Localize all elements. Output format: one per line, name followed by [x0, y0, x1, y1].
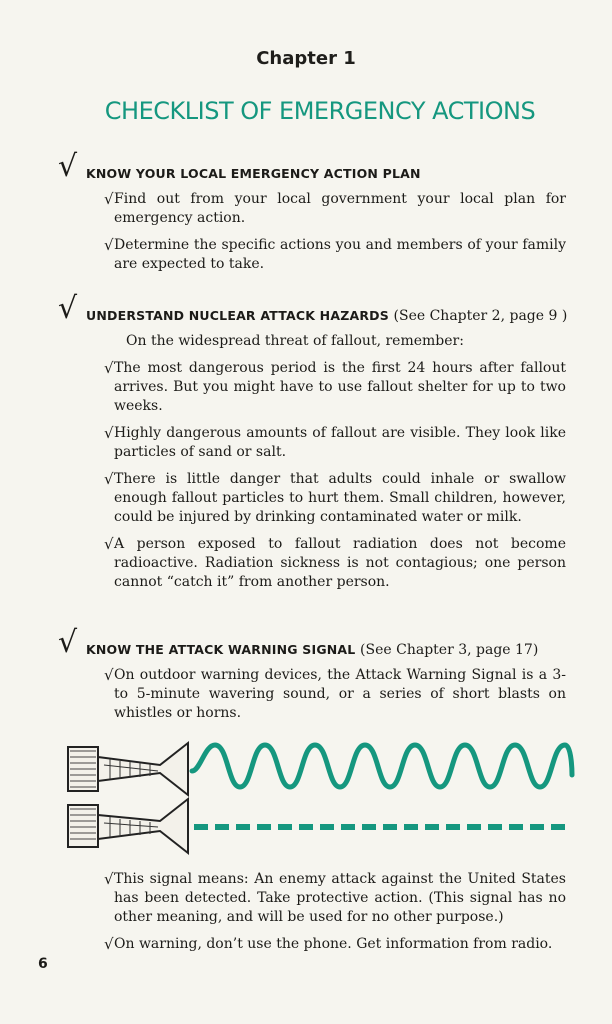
chapter-reference: (See Chapter 3, page 17)	[360, 642, 539, 658]
siren-horn-icon	[68, 743, 188, 795]
section-warning-signal-continued	[58, 870, 578, 962]
section-heading: KNOW THE ATTACK WARNING SIGNAL (See Chapter 3, page 17)	[86, 642, 539, 658]
section-heading: UNDERSTAND NUCLEAR ATTACK HAZARDS (See Chapter 2, page 9 )	[86, 308, 568, 324]
checklist-item: √ On outdoor warning devices, the Attack Warning Signal is a 3- to 5-minute wavering sound, or a series of short blasts on whistles or horns.	[104, 666, 566, 721]
siren-horn-icon	[68, 799, 188, 853]
checkmark-icon: √	[104, 535, 114, 553]
checkmark-icon: √	[104, 236, 114, 254]
section-heading-row	[58, 291, 578, 332]
section-intro: On the widespread threat of fallout, remember:	[126, 333, 464, 349]
section-local-plan	[58, 149, 578, 282]
checkmark-icon: √	[104, 666, 114, 684]
checkmark-icon: √	[104, 359, 114, 377]
checklist-item: √ Determine the specific actions you and members of your family are expected to take.	[104, 236, 566, 272]
checklist-item: √ A person exposed to fallout radiation does not become radioactive. Radiation sickness is not contagious; one person cannot “catch it” from another person.	[104, 535, 566, 590]
checklist-item: √ On warning, don’t use the phone. Get information from radio.	[104, 935, 553, 953]
checkmark-icon: √	[58, 625, 78, 660]
wavering-signal-icon	[192, 745, 572, 787]
page-number: 6	[38, 956, 48, 972]
section-nuclear-hazards	[58, 291, 578, 600]
checkmark-icon: √	[104, 870, 114, 888]
checklist-item: √ This signal means: An enemy attack against the United States has been detected. Take protective action. (This signal has no other meaning, and will be used for no other purpose.)	[104, 870, 566, 925]
checkmark-icon: √	[58, 291, 78, 326]
checklist-item: √ There is little danger that adults could inhale or swallow enough fallout particles to hurt them. Small children, however, could be injured by drinking contaminated water or milk.	[104, 470, 566, 525]
section-heading: KNOW YOUR LOCAL EMERGENCY ACTION PLAN	[86, 166, 421, 181]
warning-signal-illustration	[60, 735, 580, 865]
checklist-item: √ Find out from your local government your local plan for emergency action.	[104, 190, 566, 226]
checkmark-icon: √	[104, 470, 114, 488]
chapter-reference: (See Chapter 2, page 9 )	[393, 308, 568, 324]
section-heading-row	[58, 149, 578, 190]
page-title: CHECKLIST OF EMERGENCY ACTIONS	[104, 97, 536, 125]
checkmark-icon: √	[58, 149, 78, 184]
checklist-item: √ Highly dangerous amounts of fallout are visible. They look like particles of sand or salt.	[104, 424, 566, 460]
checkmark-icon: √	[104, 424, 114, 442]
section-warning-signal	[58, 625, 578, 731]
checkmark-icon: √	[104, 935, 114, 953]
chapter-label: Chapter 1	[256, 48, 356, 69]
section-heading-row	[58, 625, 578, 666]
checkmark-icon: √	[104, 190, 114, 208]
checklist-item: √ The most dangerous period is the first 24 hours after fallout arrives. But you might have to use fallout shelter for up to two weeks.	[104, 359, 566, 414]
